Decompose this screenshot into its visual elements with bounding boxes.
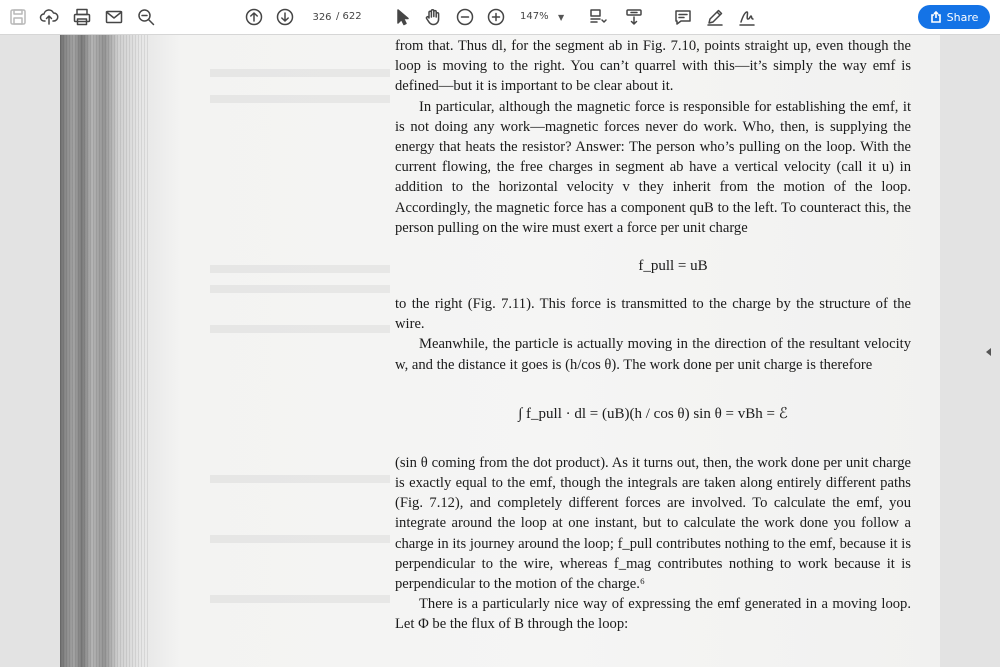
document-viewer[interactable] (0, 35, 1000, 667)
page-down-icon[interactable] (272, 4, 298, 30)
share-button[interactable] (918, 5, 990, 29)
bleed-through (210, 535, 390, 543)
collapse-panel-icon[interactable] (986, 348, 991, 356)
toolbar (0, 0, 1000, 35)
bleed-through (210, 285, 390, 293)
page-text (395, 35, 911, 635)
page-fit-icon[interactable] (585, 4, 611, 30)
page-up-icon[interactable] (241, 4, 267, 30)
paragraph: There is a particularly nice way of expressing the emf generated in a moving loop. Let Φ be the flux of B through the loop: (395, 596, 911, 633)
page-edge-shadow (60, 35, 150, 667)
pen-icon[interactable] (702, 4, 728, 30)
page-count-label: / 622 (336, 11, 362, 22)
email-icon[interactable] (101, 4, 127, 30)
scroll-mode-icon[interactable] (621, 4, 647, 30)
paragraph: to the right (Fig. 7.11). This force is transmitted to the charge by the structure of the wire. (395, 296, 911, 333)
zoom-level[interactable]: 147% (520, 11, 549, 22)
share-icon (930, 11, 942, 23)
bleed-through (210, 595, 390, 603)
sign-icon[interactable] (734, 4, 760, 30)
print-icon[interactable] (69, 4, 95, 30)
save-icon[interactable] (5, 4, 31, 30)
share-label: Share (946, 10, 979, 24)
zoom-search-icon[interactable] (133, 4, 159, 30)
zoom-out-icon[interactable] (452, 4, 478, 30)
bleed-through (210, 325, 390, 333)
select-arrow-icon[interactable] (389, 4, 415, 30)
comment-icon[interactable] (670, 4, 696, 30)
zoom-in-icon[interactable] (483, 4, 509, 30)
bleed-through (210, 265, 390, 273)
zoom-dropdown-icon[interactable]: ▼ (558, 13, 565, 22)
paragraph: (sin θ coming from the dot product). As it turns out, then, the work done per unit charge is exactly equal to the emf, though the integrals are taken along entirely different paths (Fig. 7.12), and completely different forces are involved. To calculate the emf, you integrate around the loop at one instant, but to calculate the work done you follow a charge in its journey around the loop; f_pull contributes nothing to the emf, because it is perpendicular to the wire, whereas f_mag contributes nothing to work because it is perpendicular to the motion of the charge.⁶ (395, 454, 911, 593)
bleed-through (210, 69, 390, 77)
bleed-through (210, 95, 390, 103)
hand-icon[interactable] (420, 4, 446, 30)
equation-f-pull: f_pull = uB (638, 258, 708, 275)
pdf-page (60, 35, 940, 667)
bleed-through (210, 475, 390, 483)
paragraph: Meanwhile, the particle is actually moving in the direction of the resultant velocity w, and the distance it goes is (h/cos θ). The work done per unit charge is therefore (395, 336, 911, 373)
paragraph: In particular, although the magnetic force is responsible for establishing the emf, it is not doing any work—magnetic forces never do work. Who, then, is supplying the energy that heats the resistor? Answer: The person who’s pulling on the loop. With the current flowing, the free charges in segment ab have a vertical velocity (call it u) in addition to the horizontal velocity v they inherit from the motion of the loop. Accordingly, the magnetic force has a component quB to the left. To counteract this, the person pulling on the wire must exert a force per unit charge (395, 98, 911, 236)
upload-cloud-icon[interactable] (36, 4, 62, 30)
paragraph: from that. Thus dl, for the segment ab in Fig. 7.10, points straight up, even though the loop is moving to the right. You can’t quarrel with this—it’s simply the way emf is defined—but it is important to be clear about it. (395, 38, 911, 95)
equation-work-integral: ∫ f_pull · dl = (uB)(h / cos θ) sin θ = vBh = ℰ (518, 405, 788, 422)
